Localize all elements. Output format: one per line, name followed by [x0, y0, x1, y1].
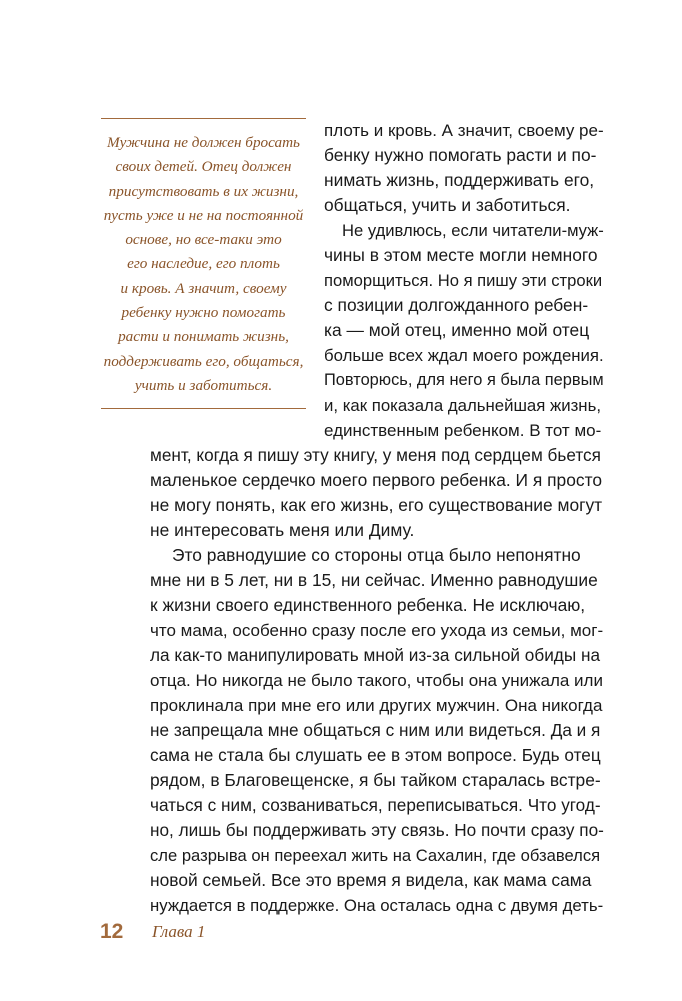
pull-quote-line: и кровь. А значит, своему	[120, 279, 287, 297]
body-line: не могу понять, как его жизнь, его существование могут	[150, 495, 603, 515]
body-line: не запрещала мне общаться с ним или видеться. Да и я	[150, 720, 601, 740]
pull-quote-line: его наследие, его плоть	[127, 255, 280, 273]
body-line: бенку нужно помогать расти и по-	[324, 145, 597, 165]
pull-quote-line: пусть уже и не на постоянной	[103, 206, 304, 224]
pull-quote-line: ребенку нужно помогать	[121, 304, 286, 322]
body-line: не интересовать меня или Диму.	[150, 520, 415, 540]
pull-quote-line: присутствовать в их жизни,	[108, 182, 299, 200]
body-line: чины в этом месте могли немного	[324, 245, 598, 265]
body-line: Это равнодушие со стороны отца было непонятно	[172, 545, 581, 565]
body-line: проклинала при мне его или других мужчин. Она никогда	[150, 696, 603, 715]
pull-quote-line: учить и заботиться.	[134, 376, 273, 394]
pull-quote-line: основе, но все-таки это	[125, 231, 282, 249]
body-line: но, лишь бы поддерживать эту связь. Но почти сразу по-	[150, 820, 604, 840]
body-line: нимать жизнь, поддерживать его,	[324, 170, 595, 190]
body-line: ла как-то манипулировать мной из-за сильной обиды на	[150, 645, 601, 665]
pull-quote-line: своих детей. Отец должен	[115, 158, 292, 176]
body-line: Не удивлюсь, если читатели-муж-	[342, 221, 604, 240]
page-number: 12	[100, 920, 124, 943]
body-line: с позиции долгожданного ребен-	[324, 295, 589, 315]
body-line: маленькое сердечко моего первого ребенка. И я просто	[150, 470, 603, 490]
body-line: Повторюсь, для него я была первым	[324, 371, 604, 389]
body-line: больше всех ждал моего рождения.	[324, 346, 604, 365]
body-line: ка — мой отец, именно мой отец	[324, 320, 590, 340]
body-line: нуждается в поддержке. Она осталась одна с двумя деть-	[150, 896, 604, 915]
body-line: мент, когда я пишу эту книгу, у меня под сердцем бьется	[150, 445, 601, 465]
body-line: что мама, особенно сразу после его ухода из семьи, мог-	[150, 621, 604, 640]
pull-quote-line: поддерживать его, общаться,	[103, 352, 304, 370]
chapter-label: Глава 1	[152, 922, 206, 941]
pull-quote-line: Мужчина не должен бросать	[107, 134, 300, 151]
body-line: плоть и кровь. А значит, своему ре-	[324, 121, 604, 140]
body-line: чаться с ним, созваниваться, переписываться. Что угод-	[150, 795, 601, 815]
pull-quote-line: расти и понимать жизнь,	[118, 328, 289, 346]
body-line: общаться, учить и заботиться.	[324, 195, 571, 215]
body-line: и, как показала дальнейшая жизнь,	[324, 396, 601, 415]
body-line: сама не стала бы слушать ее в этом вопросе. Будь отец	[150, 745, 601, 765]
body-line: новой семьей. Все это время я видела, как мама сама	[150, 870, 592, 890]
pull-quote	[101, 118, 306, 409]
body-line: к жизни своего единственного ребенка. Не исключаю,	[150, 595, 586, 615]
body-line: мне ни в 5 лет, ни в 15, ни сейчас. Именно равнодушие	[150, 570, 598, 590]
body-line: рядом, в Благовещенске, я бы тайком старалась встре-	[150, 770, 601, 790]
body-line: поморщиться. Но я пишу эти строки	[324, 271, 603, 290]
body-line: отца. Но никогда не было такого, чтобы она унижала или	[150, 671, 603, 690]
body-line: сле разрыва он переехал жить на Сахалин, где обзавелся	[150, 846, 601, 865]
body-line: единственным ребенком. В тот мо-	[324, 421, 602, 440]
